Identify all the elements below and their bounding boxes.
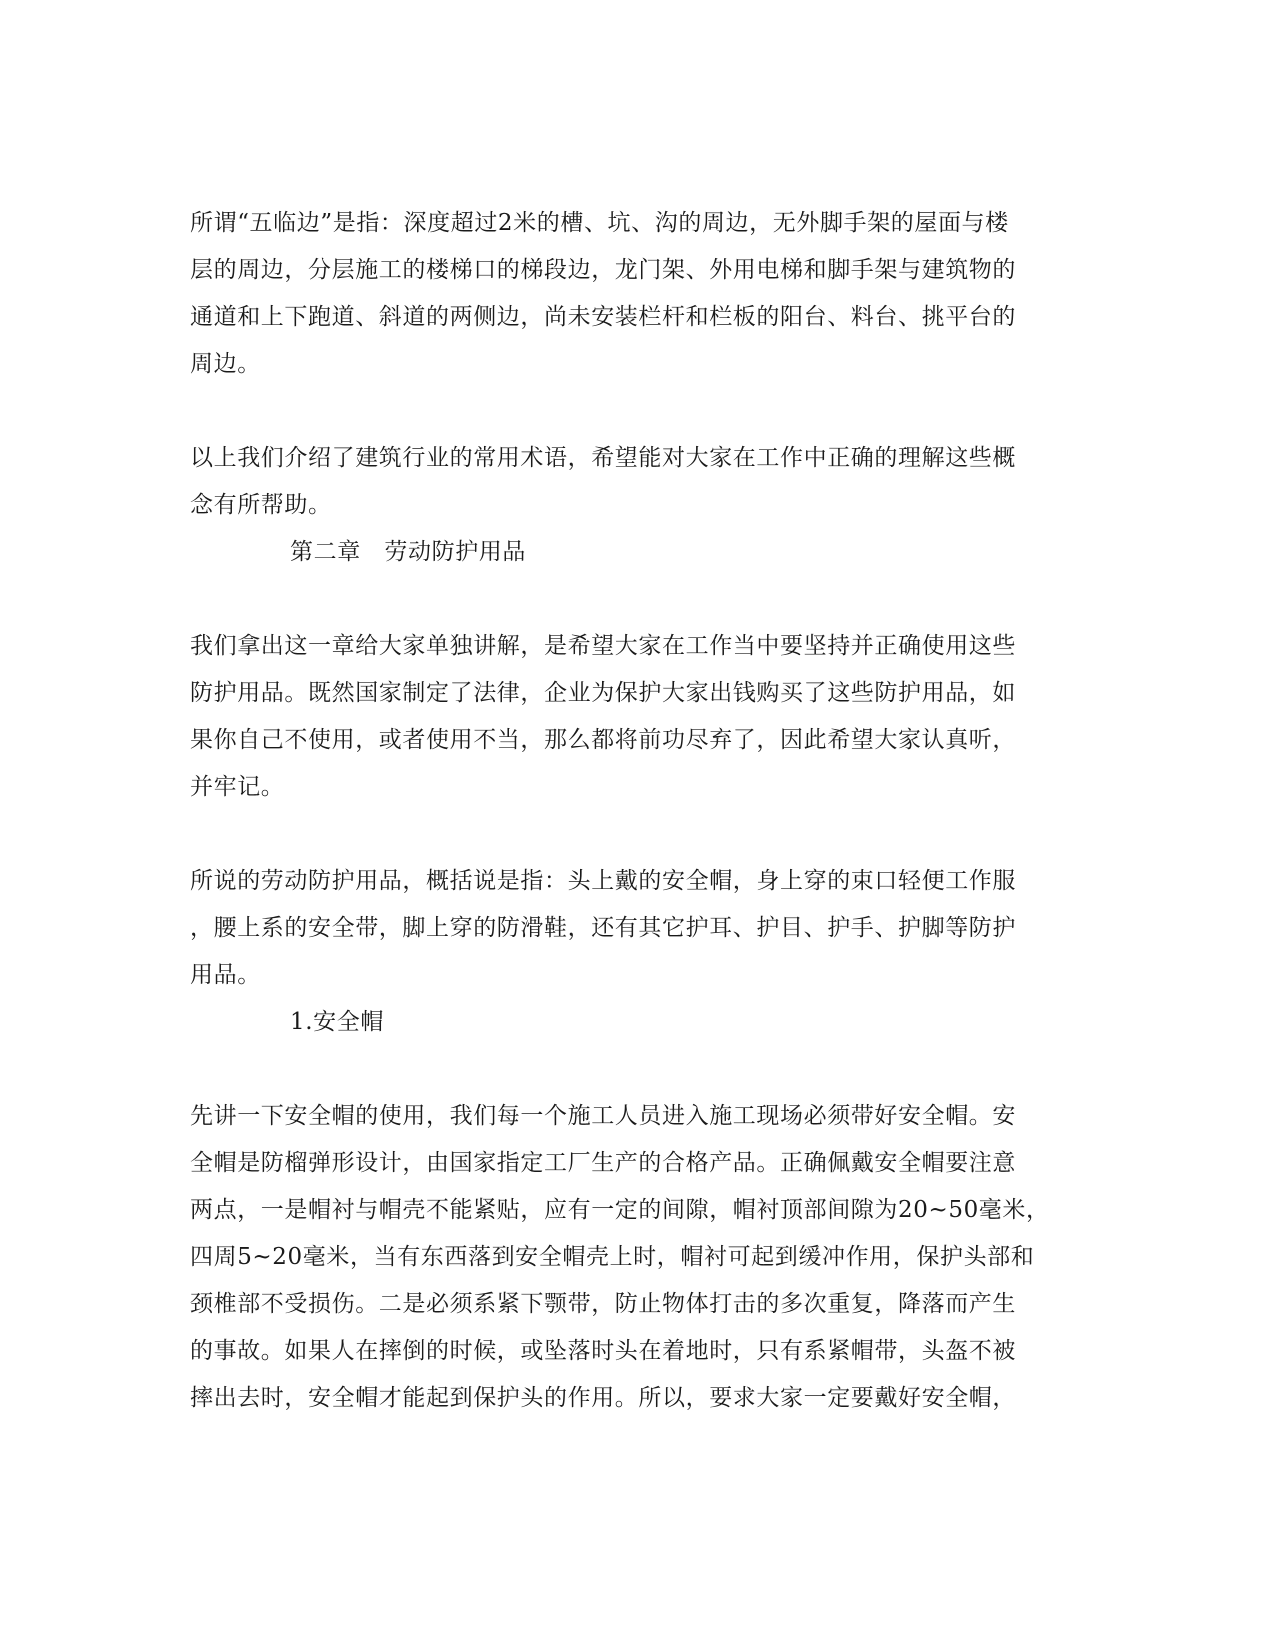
paragraph-helmet-line-7: 摔出去时，安全帽才能起到保护头的作用。所以，要求大家一定要戴好安全帽， — [190, 1385, 1016, 1411]
paragraph-helmet-line-5: 颈椎部不受损伤。二是必须系紧下颚带，防止物体打击的多次重复，降落而产生 — [190, 1291, 1016, 1317]
paragraph-intro-line-1: 我们拿出这一章给大家单独讲解，是希望大家在工作当中要坚持并正确使用这些 — [190, 633, 1016, 659]
paragraph-equipment-line-1: 所说的劳动防护用品，概括说是指：头上戴的安全帽，身上穿的束口轻便工作服 — [190, 868, 1016, 894]
paragraph-intro-line-4: 并牢记。 — [190, 774, 285, 800]
paragraph-helmet-line-6: 的事故。如果人在摔倒的时候，或坠落时头在着地时，只有系紧帽带，头盔不被 — [190, 1338, 1016, 1364]
paragraph-equipment-line-2: ，腰上系的安全带，脚上穿的防滑鞋，还有其它护耳、护目、护手、护脚等防护 — [190, 915, 1016, 941]
section-heading-helmet: 1.安全帽 — [290, 1009, 384, 1035]
paragraph-helmet-line-3: 两点，一是帽衬与帽壳不能紧贴，应有一定的间隙，帽衬顶部间隙为20~50毫米， — [190, 1197, 1050, 1223]
paragraph-intro-line-3: 果你自己不使用，或者使用不当，那么都将前功尽弃了，因此希望大家认真听， — [190, 727, 1016, 753]
paragraph-helmet-line-1: 先讲一下安全帽的使用，我们每一个施工人员进入施工现场必须带好安全帽。安 — [190, 1103, 1016, 1129]
paragraph-five-edges-line-3: 通道和上下跑道、斜道的两侧边，尚未安装栏杆和栏板的阳台、料台、挑平台的 — [190, 304, 1016, 330]
paragraph-summary-line-1: 以上我们介绍了建筑行业的常用术语，希望能对大家在工作中正确的理解这些概 — [190, 445, 1016, 471]
paragraph-five-edges-line-4: 周边。 — [190, 351, 261, 377]
chapter-heading: 第二章 劳动防护用品 — [290, 539, 526, 565]
paragraph-helmet-line-4: 四周5~20毫米，当有东西落到安全帽壳上时，帽衬可起到缓冲作用，保护头部和 — [190, 1244, 1035, 1270]
paragraph-summary-line-2: 念有所帮助。 — [190, 492, 332, 518]
paragraph-equipment-line-3: 用品。 — [190, 962, 261, 988]
paragraph-five-edges-line-2: 层的周边，分层施工的楼梯口的梯段边，龙门架、外用电梯和脚手架与建筑物的 — [190, 257, 1016, 283]
paragraph-intro-line-2: 防护用品。既然国家制定了法律，企业为保护大家出钱购买了这些防护用品，如 — [190, 680, 1016, 706]
paragraph-helmet-line-2: 全帽是防榴弹形设计，由国家指定工厂生产的合格产品。正确佩戴安全帽要注意 — [190, 1150, 1016, 1176]
paragraph-five-edges-line-1: 所谓“五临边”是指：深度超过2米的槽、坑、沟的周边，无外脚手架的屋面与楼 — [190, 210, 1009, 236]
